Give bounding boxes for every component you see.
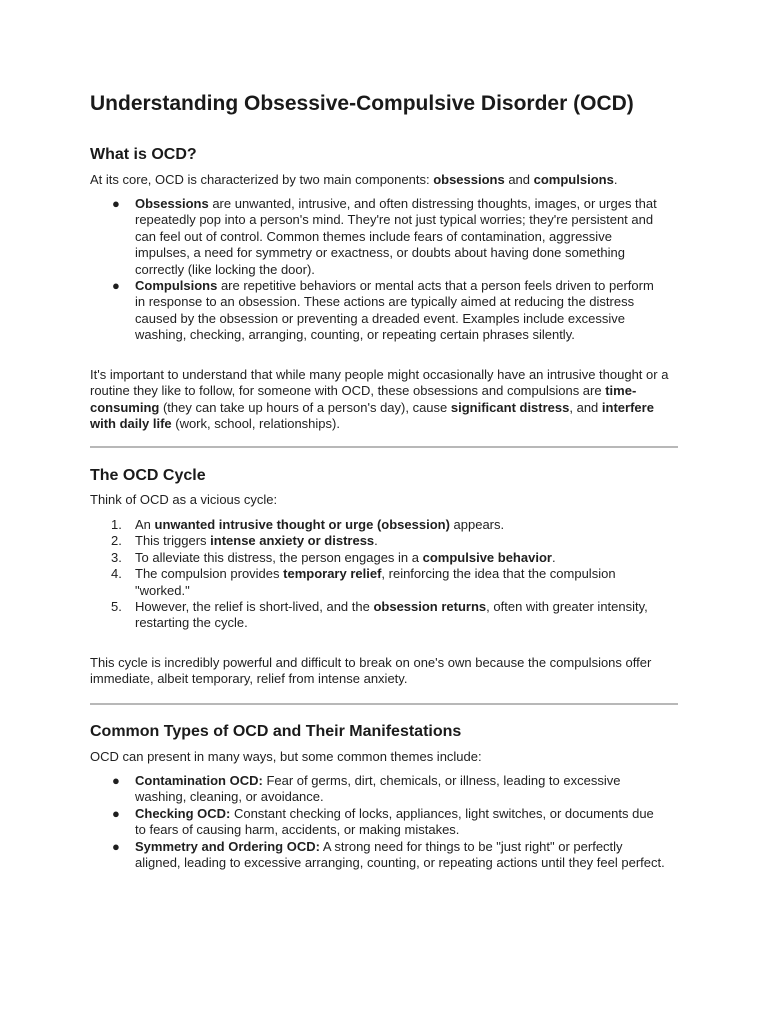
text-run: However, the relief is short-lived, and the	[135, 599, 374, 615]
text-run: (work, school, relationships).	[171, 416, 340, 432]
list-item	[90, 550, 665, 566]
list-item	[90, 599, 665, 632]
bold-term: interfere with daily life	[90, 399, 654, 432]
text-run: It's important to understand that while many people might occasionally have an intrusive thought or a routine they like to follow, for someone with OCD, these obsessions and compulsions are	[90, 367, 669, 399]
text-run: , and	[569, 399, 602, 415]
text-run: and	[504, 172, 534, 187]
text-run: To alleviate this distress, the person engages in a	[135, 549, 423, 565]
bold-term: Checking OCD:	[135, 805, 231, 821]
list-item-text: Fear of germs, dirt, chemicals, or illness, leading to excessive washing, cleaning, or avoidance.	[135, 773, 621, 805]
bullet-icon: ●	[112, 196, 120, 211]
bold-term: compulsive behavior	[422, 549, 552, 565]
section-heading-what-is-ocd: What is OCD?	[90, 146, 197, 163]
bullet-icon: ●	[112, 805, 120, 821]
list-item	[90, 278, 665, 344]
list-number: 1.	[111, 517, 122, 532]
bold-term: time-consuming	[90, 383, 637, 415]
bullet-icon: ●	[112, 773, 120, 788]
list-item	[90, 773, 665, 806]
text-run: At its core, OCD is characterized by two main components:	[90, 172, 434, 187]
text-run: .	[613, 172, 618, 187]
list-item-text: are repetitive behaviors or mental acts that a person feels driven to perform in response to an obsession. These actions are typically aimed at reducing the distress caused by the obsession or preventing a dreaded event. Examples include excessive washing, checking, arranging, counting, or repeating certain phrases silently.	[135, 278, 654, 343]
bullet-icon: ●	[112, 838, 120, 854]
list-item	[90, 806, 665, 839]
bold-term: Symmetry and Ordering OCD:	[135, 838, 320, 854]
text-run: This triggers	[135, 533, 211, 549]
text-run: The compulsion provides	[135, 566, 284, 582]
text-run: , reinforcing the idea that the compulsion "worked."	[135, 566, 616, 598]
bold-term: Compulsions	[135, 278, 218, 294]
bold-term: significant distress	[450, 399, 570, 415]
text-run: (they can take up hours of a person's day), cause	[159, 399, 451, 415]
section1-bullet-list	[90, 196, 682, 344]
list-item-text: Constant checking of locks, appliances, light switches, or documents due to fears of causing harm, accidents, or making mistakes.	[135, 805, 654, 838]
section-divider	[90, 703, 678, 705]
section3-bullet-list	[90, 773, 682, 871]
text-run: An	[135, 517, 155, 532]
list-item	[90, 533, 665, 549]
bold-term: obsession returns	[373, 599, 487, 615]
section-heading-common-types: Common Types of OCD and Their Manifestations	[90, 723, 462, 740]
cycle-numbered-list	[90, 517, 682, 632]
section2-paragraph: This cycle is incredibly powerful and difficult to break on one's own because the compulsions offer immediate, albeit temporary, relief from intense anxiety.	[90, 655, 652, 687]
bold-term: intense anxiety or distress	[210, 533, 375, 549]
list-number: 3.	[111, 549, 122, 565]
bold-term: Obsessions	[135, 196, 209, 211]
text-run: .	[374, 533, 378, 549]
text-run: , often with greater intensity, restarting the cycle.	[135, 599, 648, 631]
bold-term: obsessions	[433, 172, 505, 187]
list-item-text: are unwanted, intrusive, and often distressing thoughts, images, or urges that repeatedly pop into a person's mind. They're not just typical worries; they're persistent and can feel out of control. Common themes include fears of contamination, aggressive impulses, a need for symmetry or exactness, or doubts about having done something correctly (like locking the door).	[135, 196, 657, 277]
bold-term: Contamination OCD:	[135, 773, 263, 788]
list-number: 2.	[111, 533, 122, 549]
list-number: 4.	[111, 566, 122, 582]
section-heading-ocd-cycle: The OCD Cycle	[90, 467, 206, 484]
section2-intro: Think of OCD as a vicious cycle:	[90, 492, 278, 507]
section3-intro: OCD can present in many ways, but some common themes include:	[90, 749, 482, 764]
list-item	[90, 566, 665, 599]
bold-term: compulsions	[533, 172, 614, 187]
text-run: .	[551, 549, 556, 565]
bold-term: temporary relief	[283, 566, 382, 582]
list-item-text: A strong need for things to be "just right" or perfectly aligned, leading to excessive arranging, counting, or repeating actions until they feel perfect.	[135, 838, 665, 871]
section1-paragraph	[90, 367, 682, 433]
list-item	[90, 196, 665, 278]
page-title: Understanding Obsessive-Compulsive Disorder (OCD)	[90, 92, 634, 115]
section-divider	[90, 446, 678, 448]
bullet-icon: ●	[112, 278, 120, 294]
list-item	[90, 517, 665, 533]
bold-term: unwanted intrusive thought or urge (obsession)	[154, 517, 450, 532]
list-number: 5.	[111, 599, 122, 615]
section1-intro	[90, 172, 682, 188]
text-run: appears.	[449, 517, 505, 532]
list-item	[90, 839, 665, 872]
